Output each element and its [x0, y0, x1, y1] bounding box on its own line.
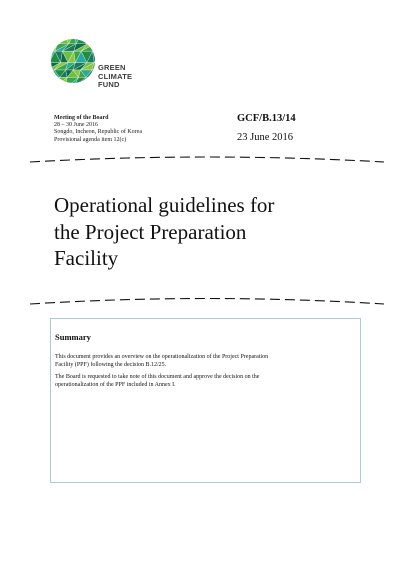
meeting-dates: 28 – 30 June 2016	[54, 122, 98, 129]
logo-facet	[95, 38, 96, 44]
logo-facet	[50, 38, 57, 44]
document-reference	[237, 112, 296, 144]
logo-line-green: GREEN	[98, 63, 126, 72]
logo-facet	[88, 38, 95, 44]
summary-p1-line-1: This document provides an overview on the operationalization of the Project Preparation	[55, 354, 269, 360]
title-line-1: Operational guidelines for	[54, 193, 275, 217]
summary-box	[50, 318, 361, 483]
meeting-location: Songdo, Incheon, Republic of Korea	[54, 129, 142, 136]
green-climate-fund-logo-icon	[50, 38, 96, 84]
document-date: 23 June 2016	[237, 132, 293, 143]
logo-facet	[93, 44, 96, 51]
logo-wordmark	[98, 64, 132, 90]
meeting-info	[54, 115, 142, 144]
logo-line-fund: FUND	[98, 80, 120, 89]
logo-facet	[89, 38, 96, 44]
logo-facet	[76, 38, 87, 44]
summary-heading: Summary	[55, 332, 91, 342]
summary-paragraph-2	[55, 374, 354, 389]
logo-facet	[92, 70, 96, 77]
logo-facet	[93, 44, 96, 51]
summary-p1-line-2: Facility (PPF) following the decision B.12/25.	[55, 361, 167, 368]
bottom-wave-divider	[30, 294, 384, 310]
logo-facet	[50, 77, 60, 84]
top-wave-divider	[30, 150, 384, 166]
title-line-2: the Project Preparation	[54, 219, 247, 244]
title-line-3: Facility	[54, 246, 119, 270]
logo-facet	[50, 77, 60, 84]
meeting-agenda: Provisional agenda item 12(c)	[54, 136, 127, 143]
summary-paragraph-1	[55, 354, 354, 369]
logo-facet	[91, 77, 96, 84]
logo-facet	[91, 77, 96, 84]
summary-p2-line-1: The Board is requested to take note of this document and approve the decision on the	[55, 374, 260, 381]
logo-facet	[93, 70, 96, 77]
logo-facet	[57, 38, 68, 44]
summary-p2-line-2: operationalization of the PPF included in Annex I.	[55, 381, 176, 388]
logo-facet	[50, 38, 56, 44]
meeting-title: Meeting of the Board	[54, 115, 109, 121]
document-title	[54, 192, 354, 272]
logo-line-climate: CLIMATE	[98, 71, 133, 81]
document-code: GCF/B.13/14	[237, 113, 296, 124]
